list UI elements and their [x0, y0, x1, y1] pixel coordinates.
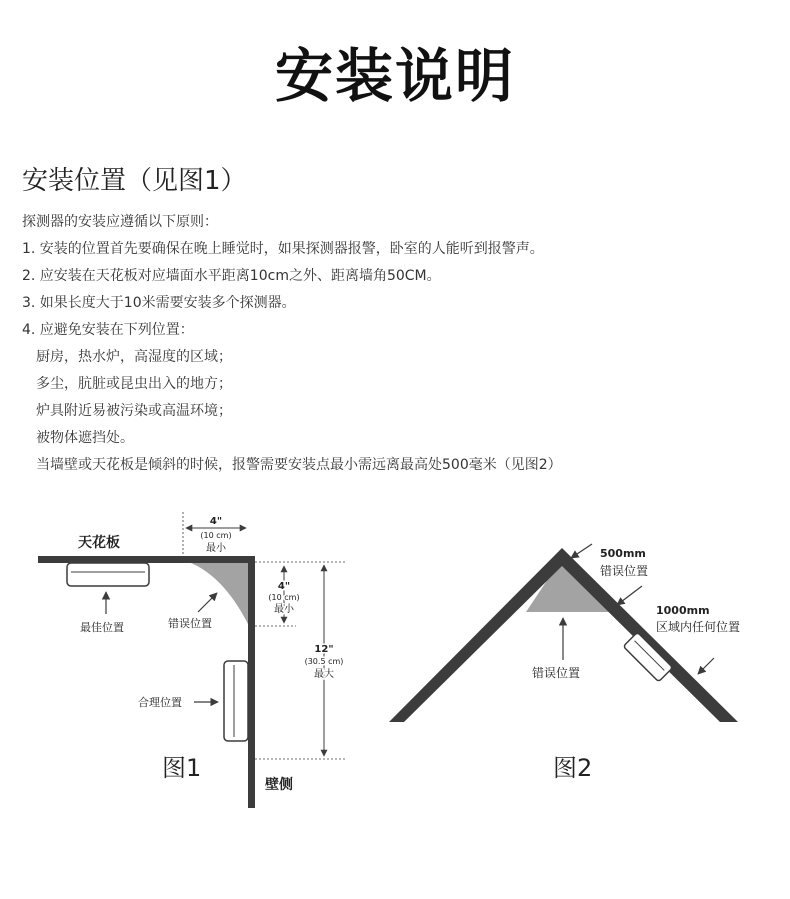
ceiling-label: 天花板	[78, 535, 120, 551]
avoid-item-dust: 多尘，肮脏或昆虫出入的地方；	[36, 376, 232, 392]
any-position-label: 区域内任何位置	[656, 620, 741, 634]
horizontal-dim-note: 最小	[206, 543, 226, 554]
figure-2	[389, 544, 740, 782]
ceiling-line	[38, 556, 253, 563]
instruction-4: 4. 应避免安装在下列位置：	[22, 322, 194, 338]
avoid-item-blocked: 被物体遮挡处。	[36, 430, 134, 446]
wrong-arrow-fig1	[198, 593, 217, 612]
avoid-item-stove: 炉具附近易被污染或高温环境；	[36, 403, 232, 419]
vertical-max-value: 12"	[314, 644, 334, 655]
dim-1000-arrow	[698, 658, 714, 674]
dim-1000-label: 1000mm	[656, 604, 710, 617]
page-title: 安装说明	[274, 42, 515, 110]
detector-wall	[224, 661, 248, 741]
dim-500-label: 500mm	[600, 547, 646, 560]
instruction-1: 1. 安装的位置首先要确保在晚上睡觉时，如果探测器报警，卧室的人能听到报警声。	[22, 241, 544, 257]
instruction-3: 3. 如果长度大于10米需要安装多个探测器。	[22, 295, 296, 311]
vertical-min-metric: (10 cm)	[268, 593, 300, 602]
wrong-area-arrow-top	[617, 586, 642, 605]
wrong-position-label-fig1: 错误位置	[168, 617, 212, 630]
detector-best	[67, 563, 149, 586]
dim-500-arrow	[571, 544, 592, 558]
vertical-max-metric: (30.5 cm)	[304, 657, 344, 666]
section-heading: 安装位置（见图1）	[22, 166, 247, 196]
figure-1-caption: 图1	[162, 754, 202, 782]
vertical-max-note: 最大	[314, 669, 334, 680]
wall-line	[248, 556, 255, 808]
installation-diagrams	[0, 500, 790, 820]
instructions-list	[22, 209, 782, 479]
horizontal-dim-metric: (10 cm)	[200, 531, 232, 540]
wrong-position-center-label: 错误位置	[532, 666, 581, 680]
reasonable-position-label: 合理位置	[138, 696, 182, 709]
figure-1	[38, 512, 345, 808]
vertical-min-note: 最小	[274, 604, 294, 615]
instruction-2: 2. 应安装在天花板对应墙面水平距离10cm之外、距离墙角50CM。	[22, 268, 441, 284]
sloped-ceiling-note: 当墙壁或天花板是倾斜的时候，报警需要安装点最小需远离最高处500毫米（见图2）	[36, 457, 562, 473]
instruction-intro: 探测器的安装应遵循以下原则：	[22, 214, 218, 230]
vertical-min-value: 4"	[277, 581, 291, 592]
figure-2-caption: 图2	[553, 754, 593, 782]
avoid-item-kitchen: 厨房，热水炉，高湿度的区域；	[36, 349, 232, 365]
best-position-label: 最佳位置	[80, 621, 124, 634]
wall-label: 壁侧	[265, 777, 293, 793]
horizontal-dim-value: 4"	[209, 516, 223, 527]
wrong-position-top-label: 错误位置	[600, 564, 649, 578]
